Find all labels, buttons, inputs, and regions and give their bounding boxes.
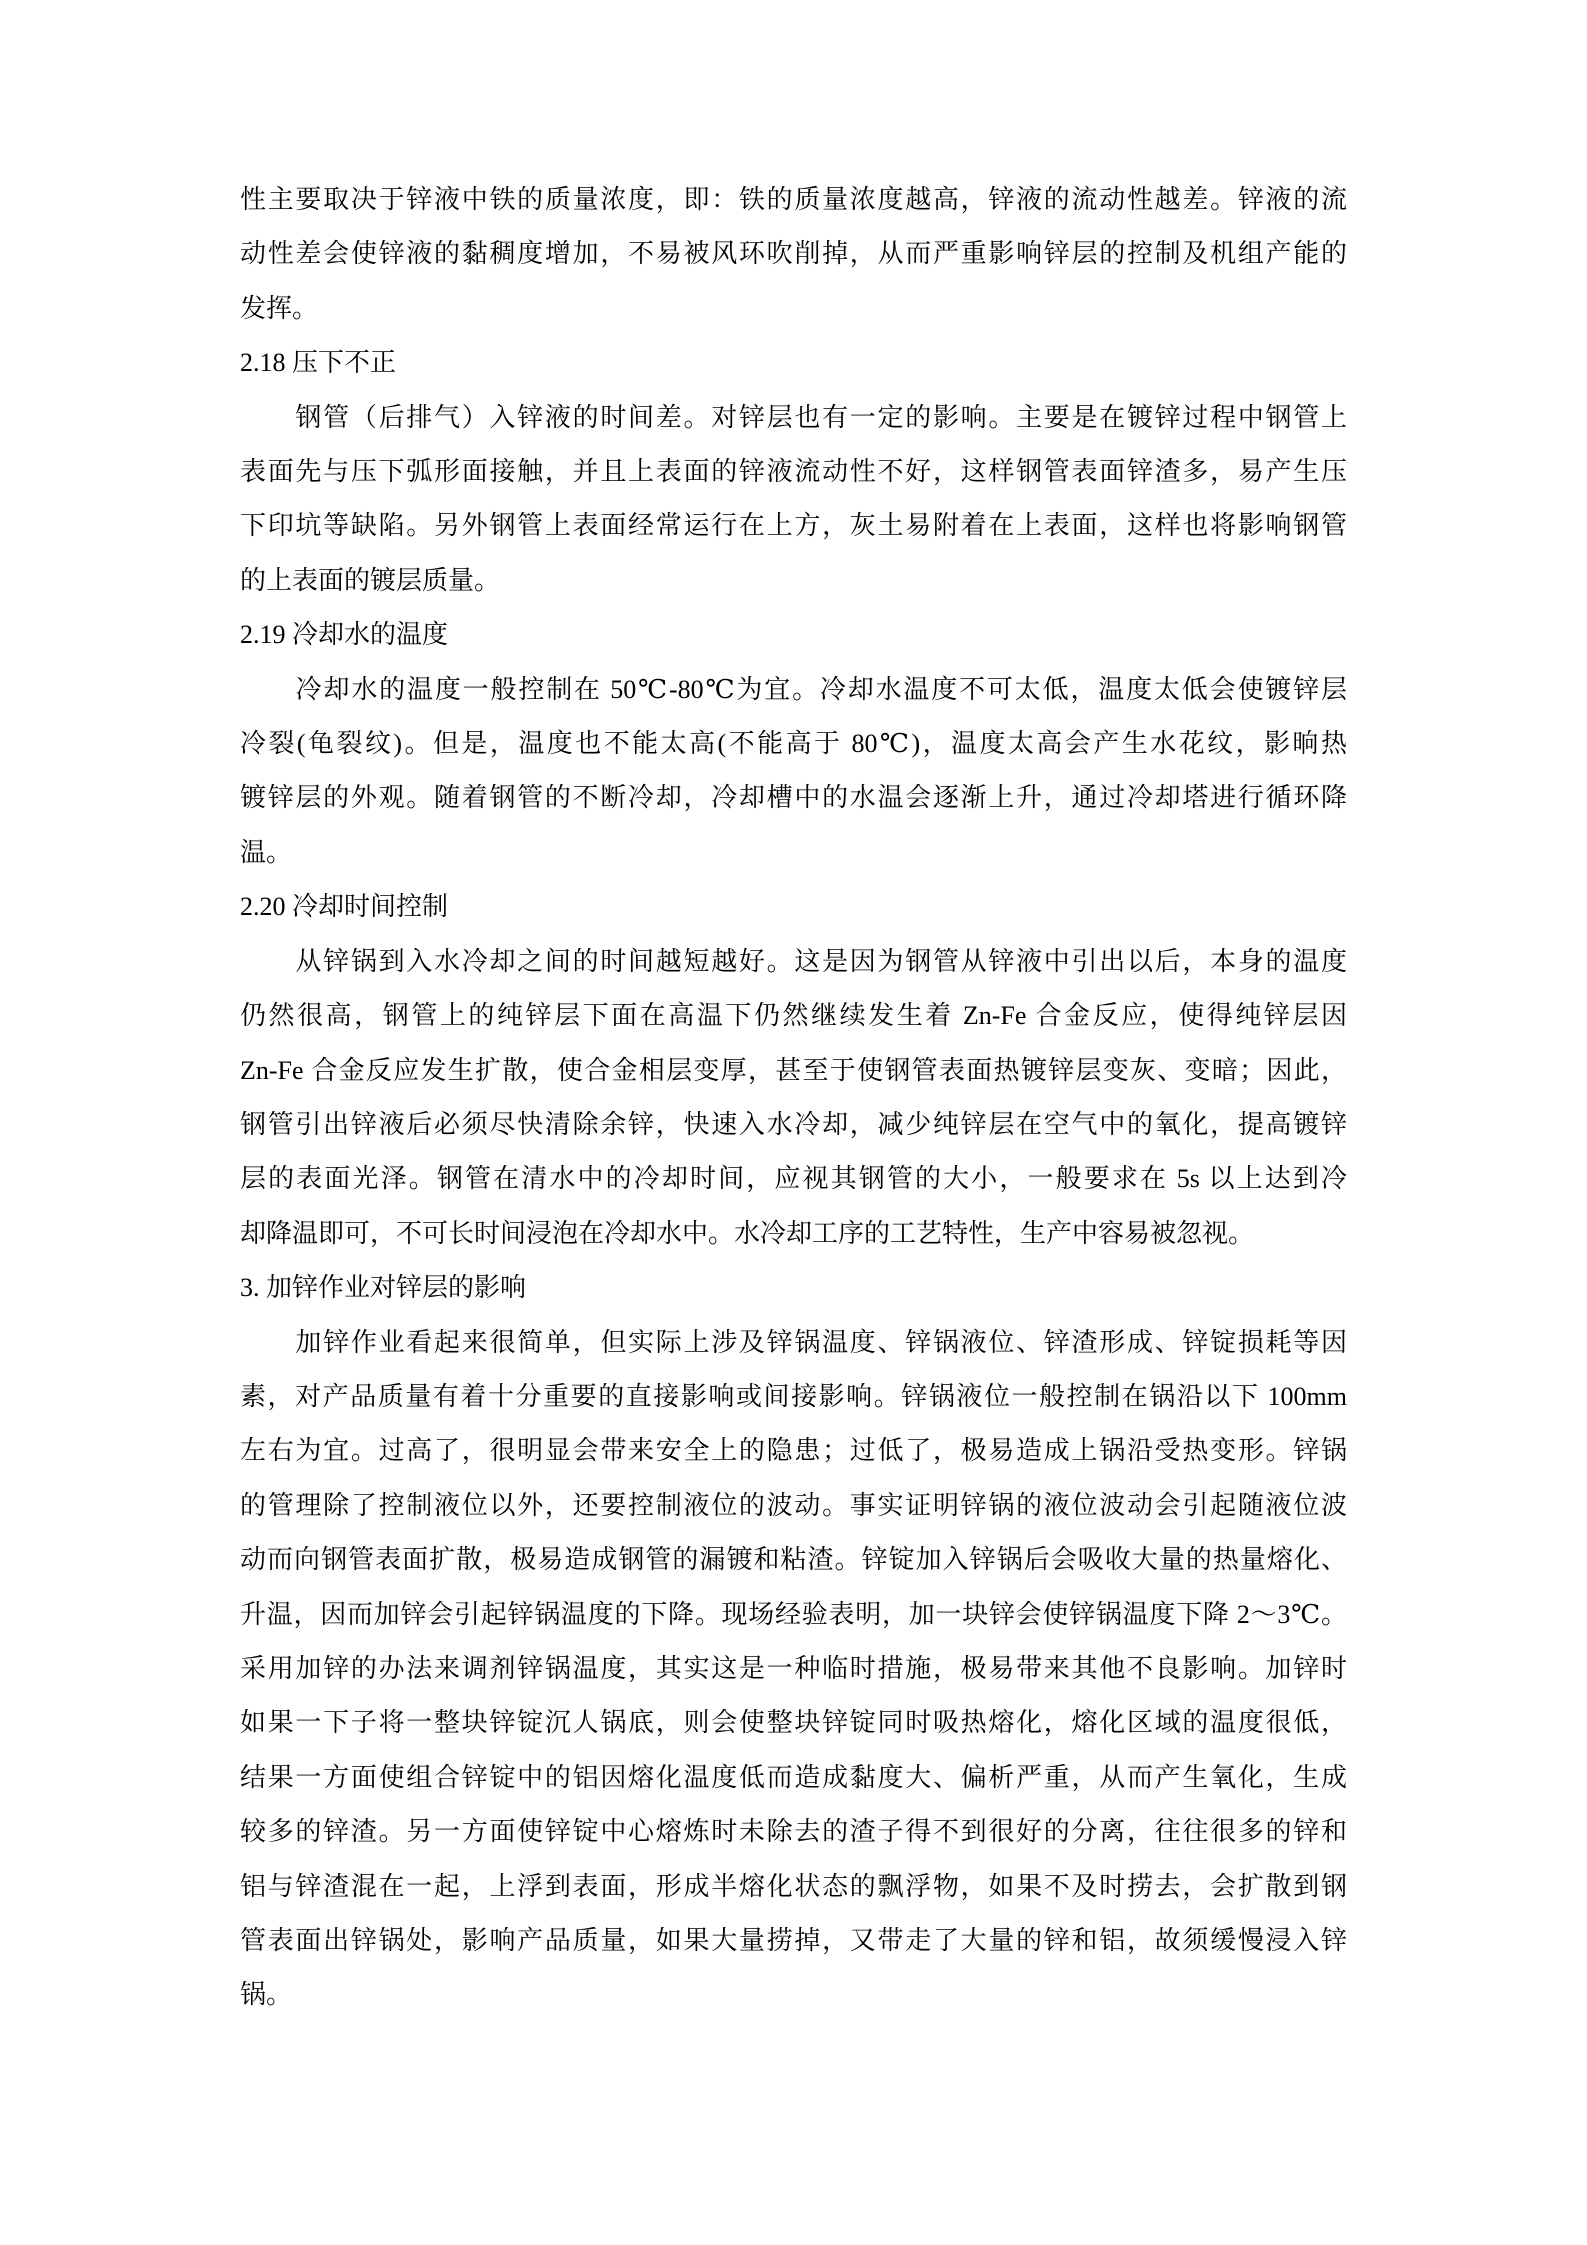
text-line: 的管理除了控制液位以外，还要控制液位的波动。事实证明锌锅的液位波动会引起随液位波 bbox=[240, 1490, 1347, 1520]
text-line: 加锌作业看起来很简单，但实际上涉及锌锅温度、锌锅液位、锌渣形成、锌锭损耗等因 bbox=[240, 1327, 1347, 1357]
text-line: 左右为宜。过高了，很明显会带来安全上的隐患；过低了，极易造成上锅沿受热变形。锌锅 bbox=[240, 1436, 1347, 1466]
document-content bbox=[240, 173, 1347, 2023]
text-line: 却降温即可，不可长时间浸泡在冷却水中。水冷却工序的工艺特性，生产中容易被忽视。 bbox=[240, 1218, 1255, 1248]
para-3 bbox=[240, 1316, 1347, 2023]
text-line: 钢管（后排气）入锌液的时间差。对锌层也有一定的影响。主要是在镀锌过程中钢管上 bbox=[240, 402, 1347, 432]
text-line: 下印坑等缺陷。另外钢管上表面经常运行在上方，灰土易附着在上表面，这样也将影响钢管 bbox=[240, 511, 1347, 541]
text-line: 较多的锌渣。另一方面使锌锭中心熔炼时未除去的渣子得不到很好的分离，往往很多的锌和 bbox=[240, 1817, 1347, 1847]
text-line: 性主要取决于锌液中铁的质量浓度，即：铁的质量浓度越高，锌液的流动性越差。锌液的流 bbox=[240, 185, 1347, 214]
text-line: 表面先与压下弧形面接触，并且上表面的锌液流动性不好，这样钢管表面锌渣多，易产生压 bbox=[240, 457, 1347, 487]
text-line: 从锌锅到入水冷却之间的时间越短越好。这是因为钢管从锌液中引出以后，本身的温度 bbox=[240, 946, 1347, 976]
para-2-18 bbox=[240, 391, 1347, 609]
para-2-19 bbox=[240, 663, 1347, 881]
text-line: 镀锌层的外观。随着钢管的不断冷却，冷却槽中的水温会逐渐上升，通过冷却塔进行循环降 bbox=[240, 783, 1347, 813]
text-line: 铝与锌渣混在一起，上浮到表面，形成半熔化状态的飘浮物，如果不及时捞去，会扩散到钢 bbox=[240, 1871, 1347, 1901]
text-line: 温。 bbox=[240, 837, 293, 867]
text-line: 采用加锌的办法来调剂锌锅温度，其实这是一种临时措施，极易带来其他不良影响。加锌时 bbox=[240, 1653, 1347, 1683]
para-zinc-fluidity-continuation bbox=[240, 173, 1347, 336]
para-2-20 bbox=[240, 935, 1347, 1261]
heading-line: 2.18 压下不正 bbox=[240, 348, 397, 378]
text-line: 管表面出锌锅处，影响产品质量，如果大量捞掉，又带走了大量的锌和铝，故须缓慢浸入锌 bbox=[240, 1926, 1347, 1955]
heading-2-19-lengqueshui-wendu bbox=[240, 608, 1347, 662]
heading-2-18-yaxia-buzheng bbox=[240, 336, 1347, 390]
text-line: 发挥。 bbox=[240, 293, 319, 323]
text-line: 动性差会使锌液的黏稠度增加，不易被风环吹削掉，从而严重影响锌层的控制及机组产能的 bbox=[240, 239, 1347, 269]
text-line: 动而向钢管表面扩散，极易造成钢管的漏镀和粘渣。锌锭加入锌锅后会吸收大量的热量熔化、 bbox=[240, 1545, 1347, 1575]
text-line: 素，对产品质量有着十分重要的直接影响或间接影响。锌锅液位一般控制在锅沿以下 100mm bbox=[240, 1381, 1347, 1411]
text-line: 冷裂(龟裂纹)。但是，温度也不能太高(不能高于 80℃)，温度太高会产生水花纹，影晌热 bbox=[240, 729, 1347, 759]
text-line: 的上表面的镀层质量。 bbox=[240, 565, 501, 595]
text-line: 层的表面光泽。钢管在清水中的冷却时间，应视其钢管的大小，一般要求在 5s 以上达到冷 bbox=[240, 1164, 1347, 1194]
text-line: Zn-Fe 合金反应发生扩散，使合金相层变厚，甚至于使钢管表面热镀锌层变灰、变暗；因此， bbox=[240, 1055, 1347, 1085]
text-line: 冷却水的温度一般控制在 50℃-80℃为宜。冷却水温度不可太低，温度太低会使镀锌层 bbox=[240, 674, 1347, 704]
text-line: 升温，因而加锌会引起锌锅温度的下降。现场经验表明，加一块锌会使锌锅温度下降 2～3℃。 bbox=[240, 1599, 1347, 1629]
heading-line: 2.20 冷却时间控制 bbox=[240, 892, 449, 922]
text-line: 如果一下子将一整块锌锭沉人锅底，则会使整块锌锭同时吸热熔化，熔化区域的温度很低， bbox=[240, 1708, 1347, 1738]
text-line: 锅。 bbox=[240, 1980, 293, 2010]
text-line: 结果一方面使组合锌锭中的铝因熔化温度低而造成黏度大、偏析严重，从而产生氧化，生成 bbox=[240, 1762, 1347, 1792]
heading-3-jiaxin-zuoye bbox=[240, 1261, 1347, 1315]
text-line: 钢管引出锌液后必须尽快清除余锌，快速入水冷却，减少纯锌层在空气中的氧化，提高镀锌 bbox=[240, 1109, 1347, 1139]
text-line: 仍然很高，钢管上的纯锌层下面在高温下仍然继续发生着 Zn-Fe 合金反应，使得纯锌层因 bbox=[240, 1001, 1347, 1031]
heading-line: 2.19 冷却水的温度 bbox=[240, 620, 449, 650]
heading-2-20-lengque-shijian-kongzhi bbox=[240, 880, 1347, 934]
heading-line: 3. 加锌作业对锌层的影响 bbox=[240, 1273, 527, 1303]
